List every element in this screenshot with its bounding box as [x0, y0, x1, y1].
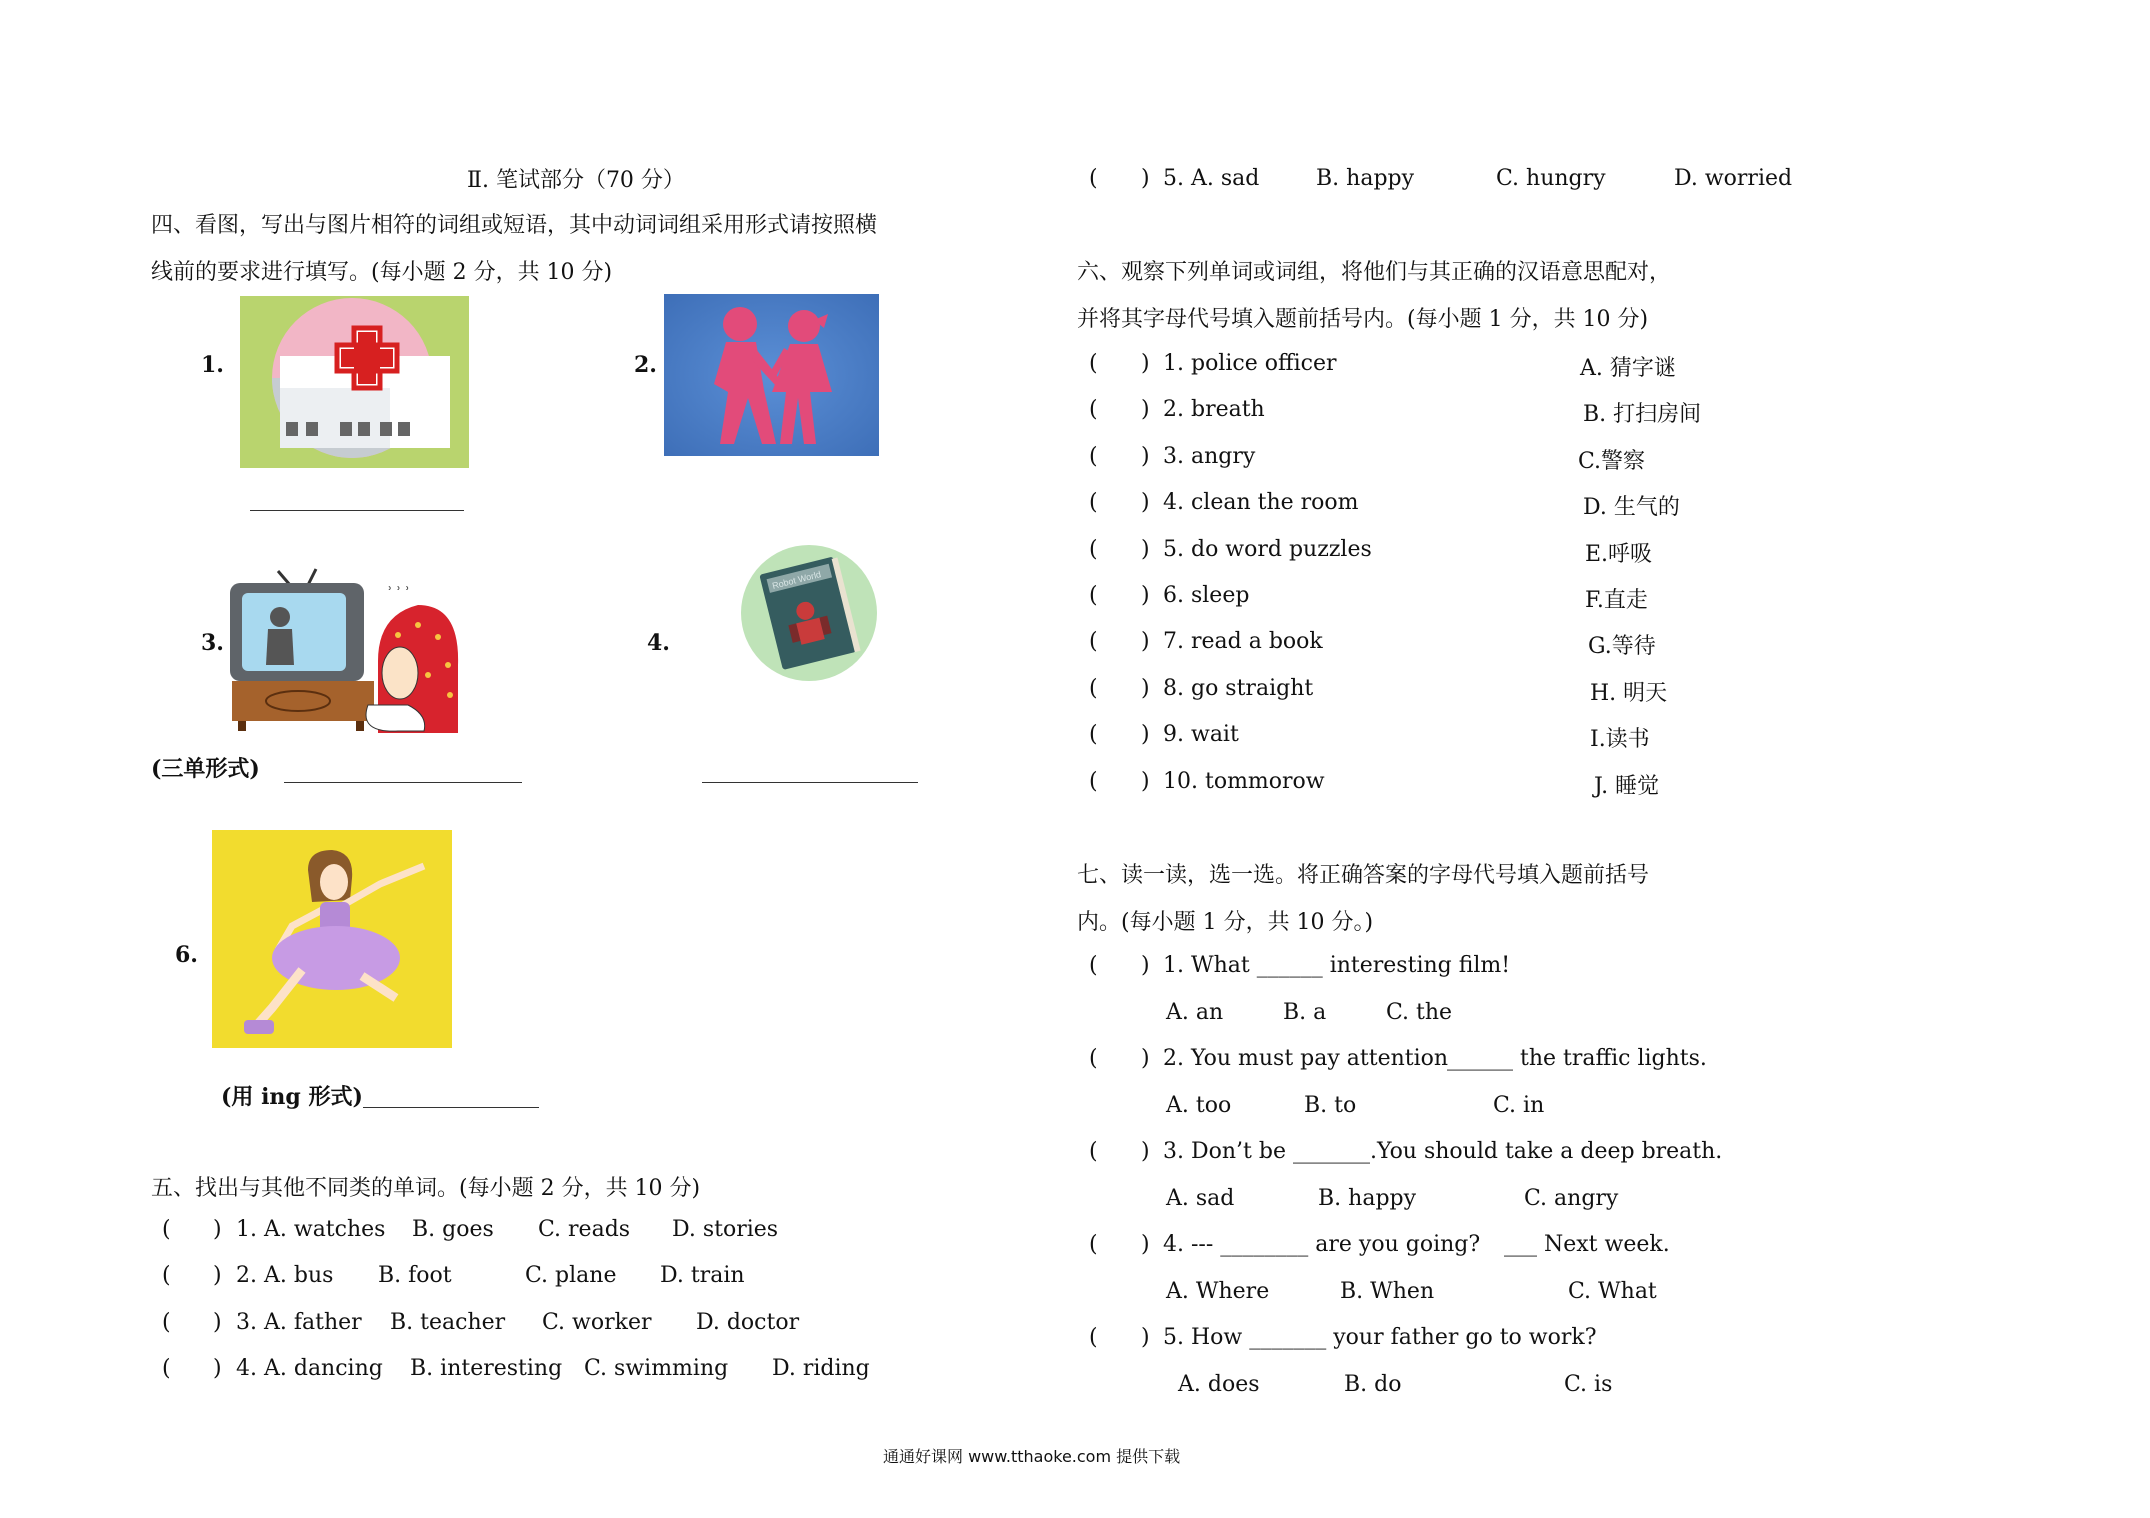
- footer-credit: 通通好课网 www.tthaoke.com 提供下载: [883, 1447, 1181, 1466]
- matching-word: 7. read a book: [1163, 629, 1323, 655]
- option-b: B. goes: [412, 1217, 494, 1242]
- question-text: 4. A. dancing: [236, 1356, 383, 1381]
- matching-word: 1. police officer: [1163, 351, 1337, 376]
- matching-meaning: F.直走: [1585, 588, 1648, 613]
- watching-tv-picture: [228, 565, 464, 733]
- section5-title: 五、找出与其他不同类的单词。(每小题 2 分，共 10 分): [151, 1176, 701, 1201]
- matching-meaning: B. 打扫房间: [1583, 402, 1702, 428]
- answer-paren-open[interactable]: (: [1089, 397, 1098, 423]
- answer-paren-close: ): [1141, 1046, 1150, 1071]
- matching-meaning: A. 猜字谜: [1580, 356, 1676, 381]
- sec7-q4-option-c: C. What: [1568, 1279, 1657, 1304]
- matching-word: 10. tommorow: [1163, 768, 1325, 794]
- answer-paren-open[interactable]: (: [1089, 675, 1098, 701]
- answer-paren-close: ): [213, 1263, 222, 1288]
- answer-paren-open[interactable]: (: [1089, 536, 1098, 562]
- option-b: B. interesting: [410, 1356, 563, 1381]
- answer-paren-open[interactable]: (: [1089, 722, 1098, 748]
- sec7-q4-option-a: A. Where: [1166, 1279, 1270, 1304]
- sec7-q3-option-a: A. sad: [1166, 1186, 1235, 1211]
- pic3-number: 3.: [201, 630, 224, 656]
- answer-paren-open[interactable]: (: [1089, 1232, 1098, 1257]
- hint-third-person: (三单形式): [151, 756, 260, 782]
- answer-paren-open[interactable]: (: [162, 1356, 171, 1381]
- question-text: 5. A. sad: [1163, 166, 1260, 191]
- option-d: D. worried: [1674, 166, 1793, 191]
- sec7-q5-text: 5. How _______ your father go to work?: [1163, 1325, 1597, 1350]
- pic4-number: 4.: [647, 630, 670, 656]
- answer-paren-close: ): [1141, 397, 1150, 423]
- matching-word: 5. do word puzzles: [1163, 536, 1372, 562]
- sec7-q3-text: 3. Don’t be _______.You should take a deep breath.: [1163, 1139, 1723, 1164]
- answer-paren-close: ): [1141, 1139, 1150, 1164]
- sec7-q4-text: 4. --- ________ are you going?: [1163, 1232, 1481, 1257]
- svg-text:ʾ ʾ ʾ: ʾ ʾ ʾ: [388, 585, 410, 601]
- sec7-q4-answer: ___ Next week.: [1504, 1232, 1670, 1257]
- sec7-q4-option-b: B. When: [1340, 1279, 1435, 1304]
- answer-paren-close: ): [1141, 1232, 1150, 1257]
- answer-paren-close: ): [213, 1356, 222, 1381]
- sec7-q2-blank-text: ______ the traffic lights.: [1447, 1046, 1707, 1071]
- answer-blank-1[interactable]: [250, 510, 464, 511]
- option-c: C. swimming: [584, 1356, 729, 1381]
- sec7-q1-option-b: B. a: [1283, 1000, 1327, 1025]
- answer-paren-close: ): [1141, 629, 1150, 655]
- option-c: C. worker: [542, 1310, 652, 1335]
- sec7-q5-option-b: B. do: [1344, 1372, 1402, 1397]
- answer-paren-close: ): [1141, 166, 1150, 191]
- book-picture: [740, 540, 878, 686]
- answer-paren-close: ): [1141, 1325, 1150, 1350]
- dancing-girl-picture: [212, 830, 452, 1048]
- answer-paren-open[interactable]: (: [1089, 351, 1098, 376]
- option-d: D. train: [660, 1263, 745, 1288]
- sec7-q1-option-c: C. the: [1386, 1000, 1453, 1025]
- option-b: B. happy: [1316, 166, 1415, 191]
- answer-blank-4[interactable]: [702, 782, 918, 783]
- answer-paren-open[interactable]: (: [1089, 1046, 1098, 1071]
- answer-paren-close: ): [1141, 351, 1150, 376]
- sec7-q2-text: 2. You must pay attention: [1163, 1046, 1449, 1071]
- answer-paren-open[interactable]: (: [1089, 1139, 1098, 1164]
- answer-paren-close: ): [1141, 722, 1150, 748]
- matching-meaning: H. 明天: [1590, 680, 1668, 706]
- option-d: D. riding: [772, 1356, 870, 1381]
- option-b: B. teacher: [390, 1310, 506, 1335]
- answer-paren-close: ): [1141, 953, 1150, 978]
- hospital-picture: [240, 296, 469, 468]
- sec7-q5-option-c: C. is: [1564, 1372, 1613, 1397]
- matching-word: 4. clean the room: [1163, 490, 1359, 516]
- sec7-q5-option-a: A. does: [1178, 1372, 1260, 1397]
- book-title: Robot World: [771, 569, 822, 591]
- pic2-number: 2.: [634, 352, 657, 378]
- sec7-q2-option-a: A. too: [1166, 1093, 1232, 1118]
- section4-title-line2: 线前的要求进行填写。(每小题 2 分，共 10 分): [151, 260, 613, 285]
- matching-meaning: G.等待: [1588, 634, 1656, 660]
- answer-paren-close: ): [1141, 490, 1150, 516]
- question-text: 1. A. watches: [236, 1217, 386, 1242]
- matching-word: 2. breath: [1163, 397, 1265, 423]
- section7-title-line2: 内。(每小题 1 分，共 10 分。): [1077, 910, 1374, 935]
- answer-paren-open[interactable]: (: [162, 1263, 171, 1288]
- answer-paren-open[interactable]: (: [1089, 166, 1098, 191]
- option-c: C. hungry: [1496, 166, 1606, 191]
- option-d: D. stories: [672, 1217, 779, 1242]
- option-c: C. plane: [525, 1263, 617, 1288]
- matching-meaning: I.读书: [1590, 727, 1650, 753]
- answer-paren-close: ): [1141, 536, 1150, 562]
- answer-paren-close: ): [1141, 443, 1150, 469]
- section6-title-line1: 六、观察下列单词或词组，将他们与其正确的汉语意思配对，: [1077, 260, 1672, 285]
- part-title: Ⅱ. 笔试部分（70 分）: [467, 168, 685, 193]
- answer-paren-close: ): [213, 1310, 222, 1335]
- answer-blank-6[interactable]: [363, 1107, 539, 1108]
- sec7-q1-text: 1. What ______ interesting film!: [1163, 953, 1511, 978]
- matching-word: 6. sleep: [1163, 583, 1250, 608]
- answer-paren-open[interactable]: (: [162, 1310, 171, 1335]
- answer-paren-close: ): [1141, 583, 1150, 608]
- answer-paren-open[interactable]: (: [1089, 629, 1098, 655]
- question-text: 3. A. father: [236, 1310, 362, 1335]
- walking-children-picture: [664, 294, 879, 456]
- option-c: C. reads: [538, 1217, 631, 1242]
- matching-word: 3. angry: [1163, 443, 1256, 469]
- pic1-number: 1.: [201, 352, 224, 378]
- matching-word: 9. wait: [1163, 722, 1239, 748]
- answer-paren-open[interactable]: (: [1089, 490, 1098, 516]
- sec7-q1-option-a: A. an: [1166, 1000, 1224, 1025]
- answer-paren-open[interactable]: (: [1089, 583, 1098, 608]
- answer-paren-close: ): [1141, 675, 1150, 701]
- answer-paren-close: ): [1141, 768, 1150, 794]
- matching-word: 8. go straight: [1163, 675, 1314, 701]
- answer-blank-3[interactable]: [284, 782, 522, 783]
- hint-ing-form: (用 ing 形式): [221, 1084, 363, 1110]
- matching-meaning: E.呼吸: [1585, 541, 1653, 567]
- section4-title-line1: 四、看图，写出与图片相符的词组或短语，其中动词词组采用形式请按照横: [151, 213, 878, 238]
- answer-paren-open[interactable]: (: [1089, 768, 1098, 794]
- matching-meaning: C.警察: [1578, 448, 1646, 474]
- section6-title-line2: 并将其字母代号填入题前括号内。(每小题 1 分，共 10 分): [1077, 307, 1649, 332]
- matching-meaning: D. 生气的: [1583, 495, 1680, 521]
- option-b: B. foot: [378, 1263, 452, 1288]
- matching-meaning: J. 睡觉: [1594, 773, 1660, 799]
- sec7-q3-option-b: B. happy: [1318, 1186, 1417, 1211]
- section7-title-line1: 七、读一读，选一选。将正确答案的字母代号填入题前括号: [1077, 863, 1650, 888]
- answer-paren-open[interactable]: (: [162, 1217, 171, 1242]
- answer-paren-open[interactable]: (: [1089, 1325, 1098, 1350]
- sec7-q2-option-c: C. in: [1493, 1093, 1545, 1118]
- question-text: 2. A. bus: [236, 1263, 334, 1288]
- answer-paren-open[interactable]: (: [1089, 443, 1098, 469]
- pic6-number: 6.: [175, 942, 198, 968]
- option-d: D. doctor: [696, 1310, 800, 1335]
- sec7-q3-option-c: C. angry: [1524, 1186, 1619, 1211]
- answer-paren-close: ): [213, 1217, 222, 1242]
- answer-paren-open[interactable]: (: [1089, 953, 1098, 978]
- sec7-q2-option-b: B. to: [1304, 1093, 1357, 1118]
